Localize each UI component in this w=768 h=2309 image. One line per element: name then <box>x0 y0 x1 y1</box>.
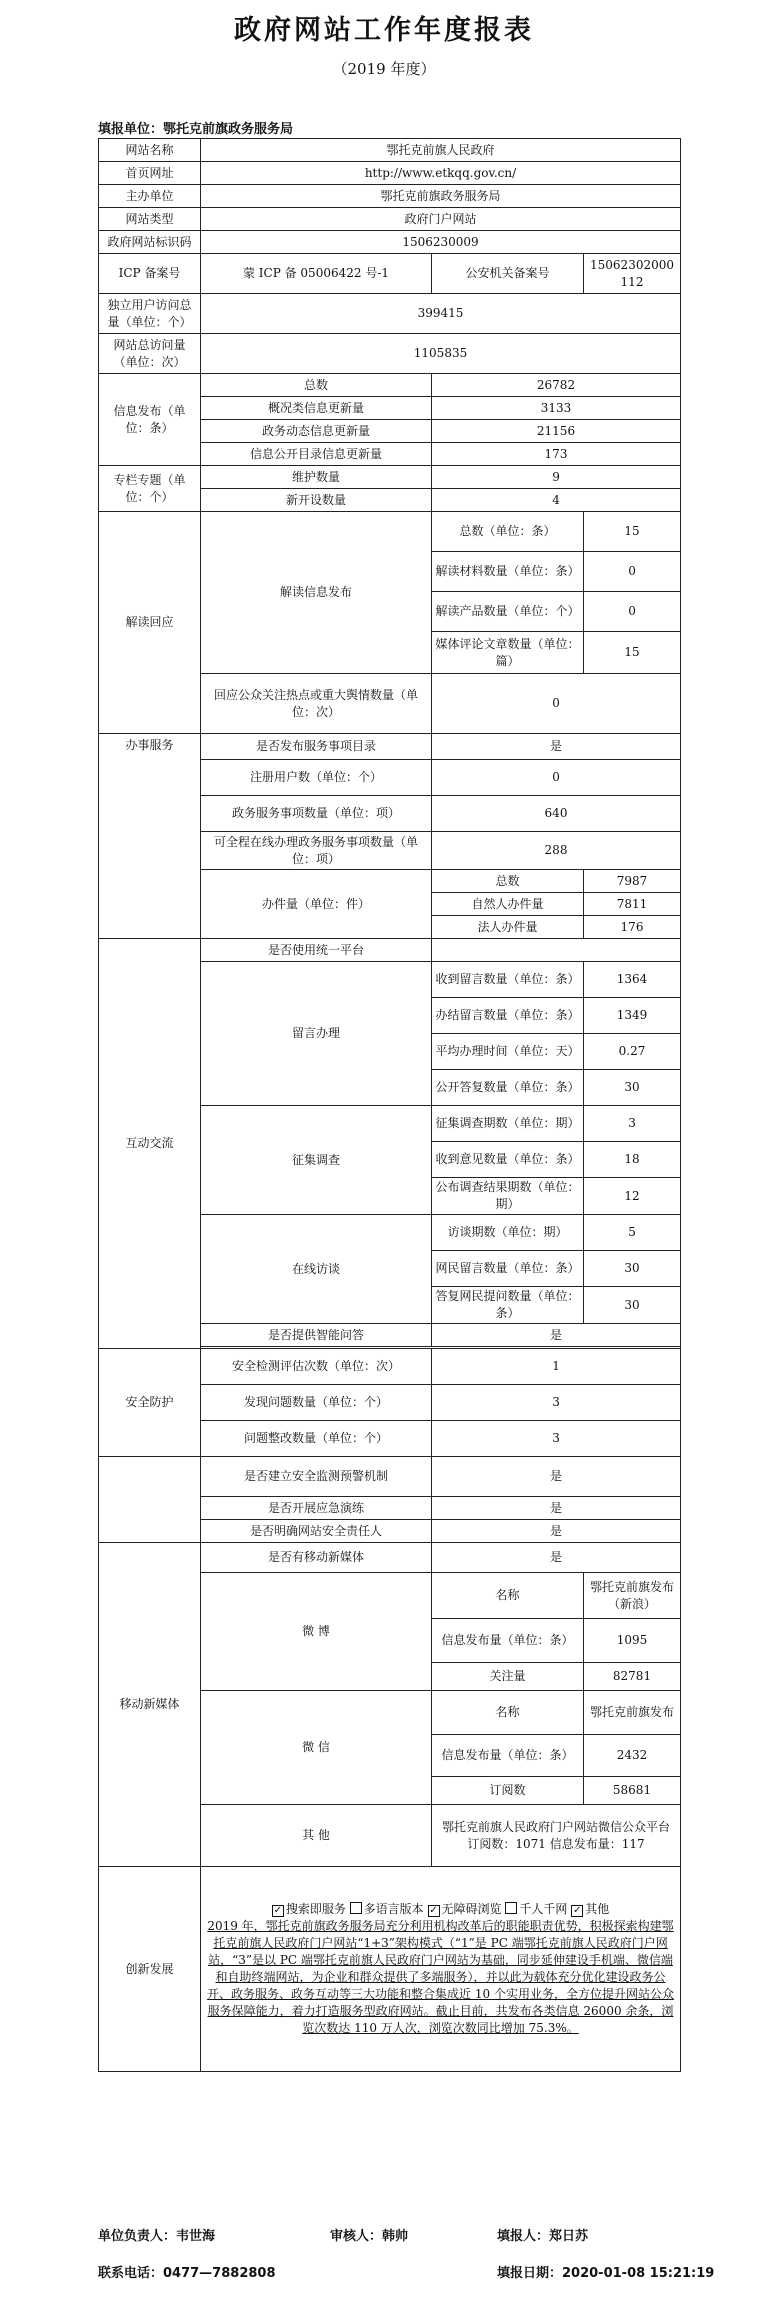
msg-item-value: 0.27 <box>584 1034 681 1070</box>
survey-item-value: 12 <box>584 1178 681 1215</box>
handle-label: 办件量（单位：件） <box>201 870 432 939</box>
interpret-item-value: 15 <box>584 632 681 674</box>
police-label: 公安机关备案号 <box>432 254 584 294</box>
report-year: （2019 年度） <box>332 60 436 78</box>
service-item-label: 可全程在线办理政务服务事项数量（单位：项） <box>201 832 432 870</box>
weibo-label: 微 博 <box>201 1573 432 1691</box>
msg-item-label: 平均办理时间（单位：天） <box>432 1034 584 1070</box>
checkbox-checked-icon: ✓ <box>429 1905 438 1916</box>
info-value: 21156 <box>432 420 681 443</box>
security-yes-label: 是否开展应急演练 <box>201 1497 432 1520</box>
innovation-content <box>201 1867 681 2072</box>
handle-item-label: 法人办件量 <box>432 916 584 939</box>
checkbox-checked-icon: ✓ <box>572 1905 582 1916</box>
security-yes-value: 是 <box>432 1520 681 1543</box>
platform-label: 是否使用统一平台 <box>201 939 432 962</box>
police-value: 15062302000112 <box>584 254 681 294</box>
interview-item-label: 网民留言数量（单位：条） <box>432 1251 584 1287</box>
msg-item-label: 办结留言数量（单位：条） <box>432 998 584 1034</box>
service-catalog-value: 是 <box>432 734 681 760</box>
wechat-item-label: 信息发布量（单位：条） <box>432 1735 584 1777</box>
checkbox-checked-icon: ✓ <box>273 1905 282 1916</box>
security-label: 安全防护 <box>99 1349 201 1457</box>
smart-qa-label: 是否提供智能问答 <box>201 1324 432 1347</box>
handle-item-label: 总数 <box>432 870 584 893</box>
other-media-label: 其 他 <box>201 1805 432 1867</box>
interpret-item-label: 总数（单位：条） <box>432 512 584 552</box>
service-item-value: 288 <box>432 832 681 870</box>
wechat-item-value: 2432 <box>584 1735 681 1777</box>
reviewer: 审核人：韩帅 <box>330 2229 409 2244</box>
msg-item-value: 1364 <box>584 962 681 998</box>
host-label: 主办单位 <box>99 185 201 208</box>
info-value: 26782 <box>432 374 681 397</box>
handle-item-label: 自然人办件量 <box>432 893 584 916</box>
home-url-value: http://www.etkqq.gov.cn/ <box>201 162 681 185</box>
option-multilang[interactable]: 多语言版本 <box>350 1902 424 1916</box>
info-label: 信息公开目录信息更新量 <box>201 443 432 466</box>
checkbox-empty-icon <box>350 1902 362 1914</box>
site-name-value: 鄂托克前旗人民政府 <box>201 139 681 162</box>
msg-label: 留言办理 <box>201 962 432 1106</box>
security-item-value: 3 <box>432 1385 681 1421</box>
report-table <box>98 138 681 2072</box>
interpret-item-value: 0 <box>584 552 681 592</box>
mobile-has-label: 是否有移动新媒体 <box>201 1543 432 1573</box>
survey-label: 征集调查 <box>201 1106 432 1215</box>
topics-item-value: 4 <box>432 489 681 512</box>
interview-item-value: 5 <box>584 1215 681 1251</box>
pv-label: 网站总访问量（单位：次） <box>99 334 201 374</box>
innovation-label: 创新发展 <box>99 1867 201 2072</box>
info-publish-label: 信息发布（单位：条） <box>99 374 201 466</box>
wechat-item-label: 名称 <box>432 1691 584 1735</box>
site-id-value: 1506230009 <box>201 231 681 254</box>
platform-value <box>432 939 681 962</box>
other-media-value: 鄂托克前旗人民政府门户网站微信公众平台 订阅数：1071 信息发布量：117 <box>432 1805 681 1867</box>
home-url-label: 首页网址 <box>99 162 201 185</box>
pv-value: 1105835 <box>201 334 681 374</box>
handle-item-value: 176 <box>584 916 681 939</box>
interview-item-label: 答复网民提问数量（单位：条） <box>432 1287 584 1324</box>
respond-value: 0 <box>432 674 681 734</box>
uv-value: 399415 <box>201 294 681 334</box>
interview-item-value: 30 <box>584 1251 681 1287</box>
option-accessible[interactable]: ✓ 无障碍浏览 <box>429 1902 502 1916</box>
handle-item-value: 7987 <box>584 870 681 893</box>
filing-unit: 填报单位：鄂托克前旗政务服务局 <box>98 122 294 137</box>
topics-label: 专栏专题（单位：个） <box>99 466 201 512</box>
security-yes-label: 是否明确网站安全责任人 <box>201 1520 432 1543</box>
survey-item-label: 征集调查期数（单位：期） <box>432 1106 584 1142</box>
uv-label: 独立用户访问总量（单位：个） <box>99 294 201 334</box>
service-item-label: 政务服务事项数量（单位：项） <box>201 796 432 832</box>
page-title: 政府网站工作年度报表 <box>234 15 534 46</box>
interpret-item-value: 0 <box>584 592 681 632</box>
interpret-sub-label: 解读信息发布 <box>201 512 432 674</box>
wechat-label: 微 信 <box>201 1691 432 1805</box>
weibo-item-label: 信息发布量（单位：条） <box>432 1619 584 1663</box>
wechat-item-value: 58681 <box>584 1777 681 1805</box>
interview-item-label: 访谈期数（单位：期） <box>432 1215 584 1251</box>
security-item-value: 1 <box>432 1349 681 1385</box>
weibo-item-label: 关注量 <box>432 1663 584 1691</box>
security-item-label: 问题整改数量（单位：个） <box>201 1421 432 1457</box>
fill-date: 填报日期：2020-01-08 15:21:19 <box>497 2266 715 2281</box>
site-type-label: 网站类型 <box>99 208 201 231</box>
topics-item-label: 新开设数量 <box>201 489 432 512</box>
mobile-label: 移动新媒体 <box>99 1543 201 1867</box>
interview-item-value: 30 <box>584 1287 681 1324</box>
interpret-item-label: 解读产品数量（单位：个） <box>432 592 584 632</box>
interpret-item-value: 15 <box>584 512 681 552</box>
interpret-item-label: 媒体评论文章数量（单位：篇） <box>432 632 584 674</box>
wechat-item-label: 订阅数 <box>432 1777 584 1805</box>
interpret-item-label: 解读材料数量（单位：条） <box>432 552 584 592</box>
wechat-item-value: 鄂托克前旗发布 <box>584 1691 681 1735</box>
weibo-item-value: 鄂托克前旗发布（新浪） <box>584 1573 681 1619</box>
service-item-label: 注册用户数（单位：个） <box>201 760 432 796</box>
weibo-item-value: 82781 <box>584 1663 681 1691</box>
site-id-label: 政府网站标识码 <box>99 231 201 254</box>
info-value: 173 <box>432 443 681 466</box>
info-value: 3133 <box>432 397 681 420</box>
handle-item-value: 7811 <box>584 893 681 916</box>
option-other[interactable]: ✓ 其他 <box>572 1902 610 1916</box>
leader: 单位负责人：韦世海 <box>98 2229 216 2244</box>
phone: 联系电话：0477—7882808 <box>98 2266 276 2281</box>
smart-qa-value: 是 <box>432 1324 681 1347</box>
site-name-label: 网站名称 <box>99 139 201 162</box>
respond-label: 回应公众关注热点或重大舆情数量（单位：次） <box>201 674 432 734</box>
interpret-label: 解读回应 <box>99 512 201 734</box>
msg-item-value: 1349 <box>584 998 681 1034</box>
info-label: 总数 <box>201 374 432 397</box>
info-label: 概况类信息更新量 <box>201 397 432 420</box>
survey-item-label: 收到意见数量（单位：条） <box>432 1142 584 1178</box>
service-catalog-label: 是否发布服务事项目录 <box>201 734 432 760</box>
host-value: 鄂托克前旗政务服务局 <box>201 185 681 208</box>
innovation-options <box>204 1901 677 1918</box>
security-item-label: 发现问题数量（单位：个） <box>201 1385 432 1421</box>
info-label: 政务动态信息更新量 <box>201 420 432 443</box>
topics-item-value: 9 <box>432 466 681 489</box>
site-type-value: 政府门户网站 <box>201 208 681 231</box>
option-personalized[interactable]: 千人千网 <box>505 1902 567 1916</box>
mobile-has-value: 是 <box>432 1543 681 1573</box>
topics-item-label: 维护数量 <box>201 466 432 489</box>
service-item-value: 640 <box>432 796 681 832</box>
innovation-text: 2019 年，鄂托克前旗政务服务局充分利用机构改革后的职能职责优势，积极探索构建鄂托克前旗人民政府门户网站“1+3”架构模式（“1”是 PC 端鄂托克前旗人民政府门户网站，“3”是以 PC 端鄂托克前旗人民政府门户网站为基础，同步延伸建设手机端、微信端和自助终端网站，为企业和群众提供了多端服务），并以此为载体充分优化建设政务公开、政务服务、政务互动等三大功能和整合集成近 10 个实用业务，全方位提升网站公众服务保障能力，着力打造服务型政府网站。截止目前，共发布各类信息 26000 余条，浏览次数达 110 万人次，浏览次数同比增加 75.3%。 <box>207 1919 674 2035</box>
interaction-label: 互动交流 <box>99 939 201 1349</box>
security-item-label: 安全检测评估次数（单位：次） <box>201 1349 432 1385</box>
interview-label: 在线访谈 <box>201 1215 432 1324</box>
icp-value: 蒙 ICP 备 05006422 号-1 <box>201 254 432 294</box>
checkbox-empty-icon <box>505 1902 517 1914</box>
msg-item-label: 收到留言数量（单位：条） <box>432 962 584 998</box>
msg-item-value: 30 <box>584 1070 681 1106</box>
option-search-service[interactable]: ✓ 搜索即服务 <box>273 1902 346 1916</box>
msg-item-label: 公开答复数量（单位：条） <box>432 1070 584 1106</box>
survey-item-value: 18 <box>584 1142 681 1178</box>
security-yes-label: 是否建立安全监测预警机制 <box>201 1457 432 1497</box>
security-item-value: 3 <box>432 1421 681 1457</box>
service-item-value: 0 <box>432 760 681 796</box>
service-label: 办事服务 <box>99 734 201 939</box>
filler: 填报人：郑日苏 <box>497 2229 589 2244</box>
weibo-item-label: 名称 <box>432 1573 584 1619</box>
weibo-item-value: 1095 <box>584 1619 681 1663</box>
survey-item-label: 公布调查结果期数（单位：期） <box>432 1178 584 1215</box>
security-yes-value: 是 <box>432 1457 681 1497</box>
security-blank-cell <box>99 1457 201 1543</box>
survey-item-value: 3 <box>584 1106 681 1142</box>
icp-label: ICP 备案号 <box>99 254 201 294</box>
security-yes-value: 是 <box>432 1497 681 1520</box>
